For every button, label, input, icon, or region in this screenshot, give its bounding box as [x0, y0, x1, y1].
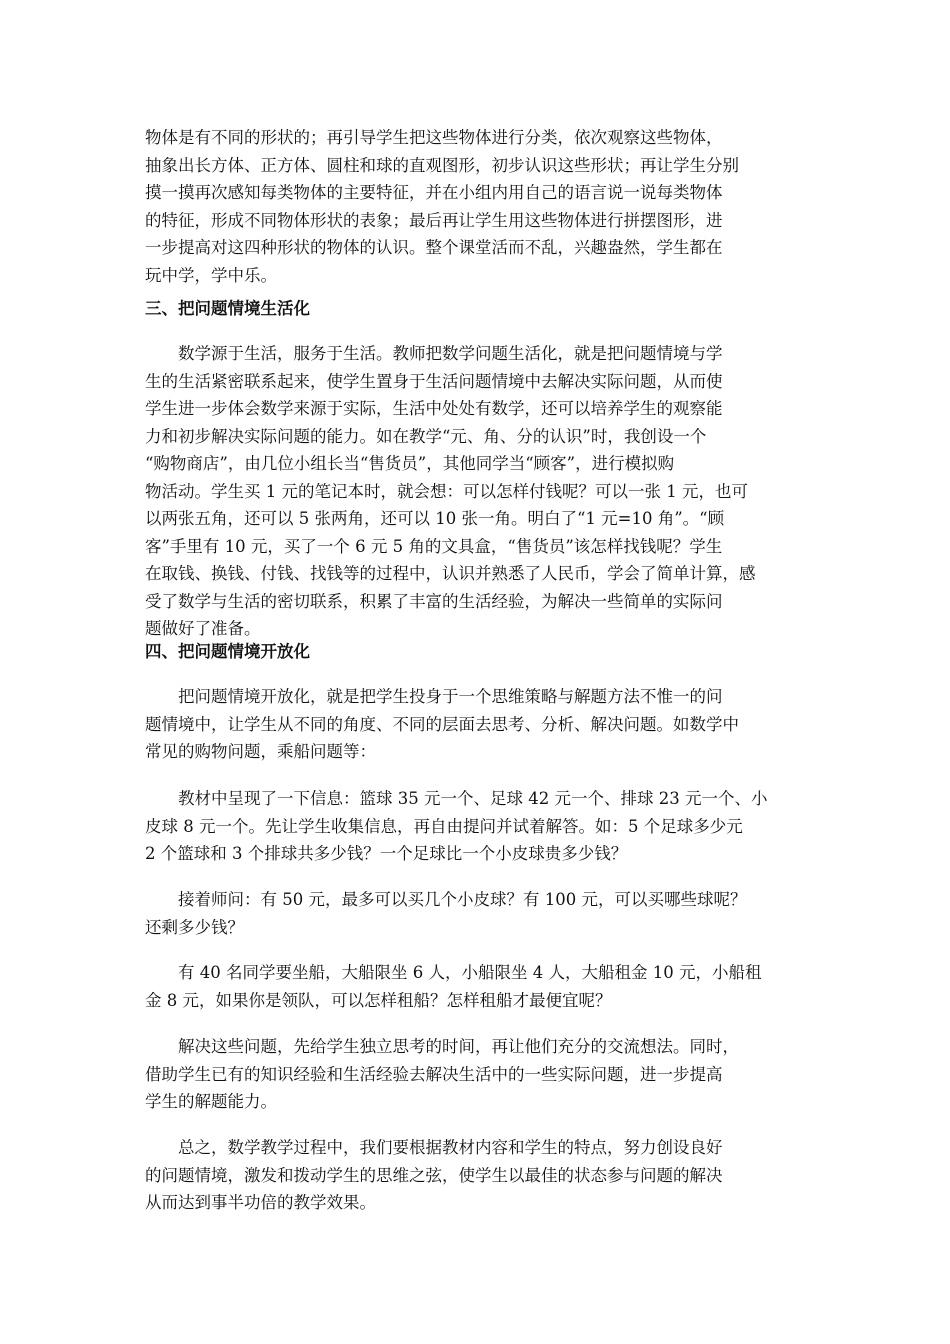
text-line: 玩中学，学中乐。: [145, 265, 277, 285]
text-line: 摸一摸再次感知每类物体的主要特征，并在小组内用自己的语言说一说每类物体: [145, 183, 723, 202]
text-line: 的特征，形成不同物体形状的表象；最后再让学生用这些物体进行拼摆图形，进: [145, 210, 723, 230]
text-line: 学生进一步体会数学来源于实际，生活中处处有数学，还可以培养学生的观察能: [145, 399, 723, 418]
text-line: 学生的解题能力。: [145, 1092, 277, 1111]
text-line: 物体是有不同的形状的；再引导学生把这些物体进行分类，依次观察这些物体，: [145, 128, 723, 147]
paragraph-open-situation: [145, 683, 810, 766]
text-line: “购物商店”，由几位小组长当“售货员”，其他同学当“顾客”，进行模拟购: [145, 454, 675, 473]
text-line: 受了数学与生活的密切联系，积累了丰富的生活经验，为解决一些简单的实际问: [145, 591, 723, 611]
text-line: 接着师问：有 50 元，最多可以买几个小皮球？有 100 元，可以买哪些球呢？: [145, 890, 747, 909]
section-heading-4: [145, 638, 810, 666]
text-line: 常见的购物问题，乘船问题等：: [145, 742, 376, 761]
paragraph-ball-prices: [145, 785, 810, 868]
text-line: 力和初步解决实际问题的能力。如在教学“元、角、分的认识”时，我创设一个: [145, 426, 707, 446]
text-line: 把问题情境开放化，就是把学生投身于一个思维策略与解题方法不惟一的问: [145, 687, 723, 706]
text-line: 物活动。学生买 1 元的笔记本时，就会想：可以怎样付钱呢？可以一张 1 元，也可: [145, 481, 748, 501]
section-heading-3: [145, 295, 810, 323]
text-line: 数学源于生活，服务于生活。教师把数学问题生活化，就是把问题情境与学: [145, 344, 723, 363]
section-title: 三、把问题情境生活化: [145, 299, 310, 318]
paragraph-boat-problem: [145, 959, 810, 1014]
text-line: 在取钱、换钱、付钱、找钱等的过程中，认识并熟悉了人民币，学会了简单计算，感: [145, 564, 756, 583]
text-line: 以两张五角，还可以 5 张两角，还可以 10 张一角。明白了“1 元=10 角”。“顾: [145, 509, 725, 528]
paragraph-solving: [145, 1033, 810, 1116]
text-line: 一步提高对这四种形状的物体的认识。整个课堂活而不乱，兴趣盎然，学生都在: [145, 238, 723, 257]
text-line: 的问题情境，激发和拨动学生的思维之弦，使学生以最佳的状态参与问题的解决: [145, 1165, 723, 1185]
text-line: 生的生活紧密联系起来，使学生置身于生活问题情境中去解决实际问题，从而使: [145, 371, 723, 391]
text-line: 借助学生已有的知识经验和生活经验去解决生活中的一些实际问题，进一步提高: [145, 1064, 723, 1084]
text-line: 教材中呈现了一下信息：篮球 35 元一个、足球 42 元一个、排球 23 元一个、小: [145, 789, 768, 808]
text-line: 还剩多少钱？: [145, 917, 244, 937]
text-line: 有 40 名同学要坐船，大船限坐 6 人，小船限坐 4 人，大船租金 10 元，小船租: [145, 963, 762, 982]
section-title: 四、把问题情境开放化: [145, 642, 310, 661]
text-line: 从而达到事半功倍的教学效果。: [145, 1193, 376, 1212]
text-line: 客”手里有 10 元，买了一个 6 元 5 角的文具盒，“售货员”该怎样找钱呢？学生: [145, 536, 723, 556]
paragraph-life-situation: [145, 340, 810, 643]
text-line: 总之，数学教学过程中，我们要根据教材内容和学生的特点，努力创设良好: [145, 1138, 723, 1157]
text-line: 抽象出长方体、正方体、圆柱和球的直观图形，初步认识这些形状；再让学生分别: [145, 155, 739, 175]
text-line: 解决这些问题，先给学生独立思考的时间，再让他们充分的交流想法。同时，: [145, 1037, 739, 1056]
text-line: 金 8 元，如果你是领队，可以怎样租船？怎样租船才最便宜呢？: [145, 990, 612, 1010]
paragraph-teacher-question: [145, 886, 810, 941]
text-line: 皮球 8 元一个。先让学生收集信息，再自由提问并试着解答。如：5 个足球多少元: [145, 816, 743, 836]
text-line: 2 个篮球和 3 个排球共多少钱？一个足球比一个小皮球贵多少钱？: [145, 844, 628, 863]
text-line: 题做好了准备。: [145, 619, 261, 638]
paragraph-shapes-intro: [145, 124, 810, 289]
text-line: 题情境中，让学生从不同的角度、不同的层面去思考、分析、解决问题。如数学中: [145, 714, 739, 734]
paragraph-conclusion: [145, 1134, 810, 1217]
